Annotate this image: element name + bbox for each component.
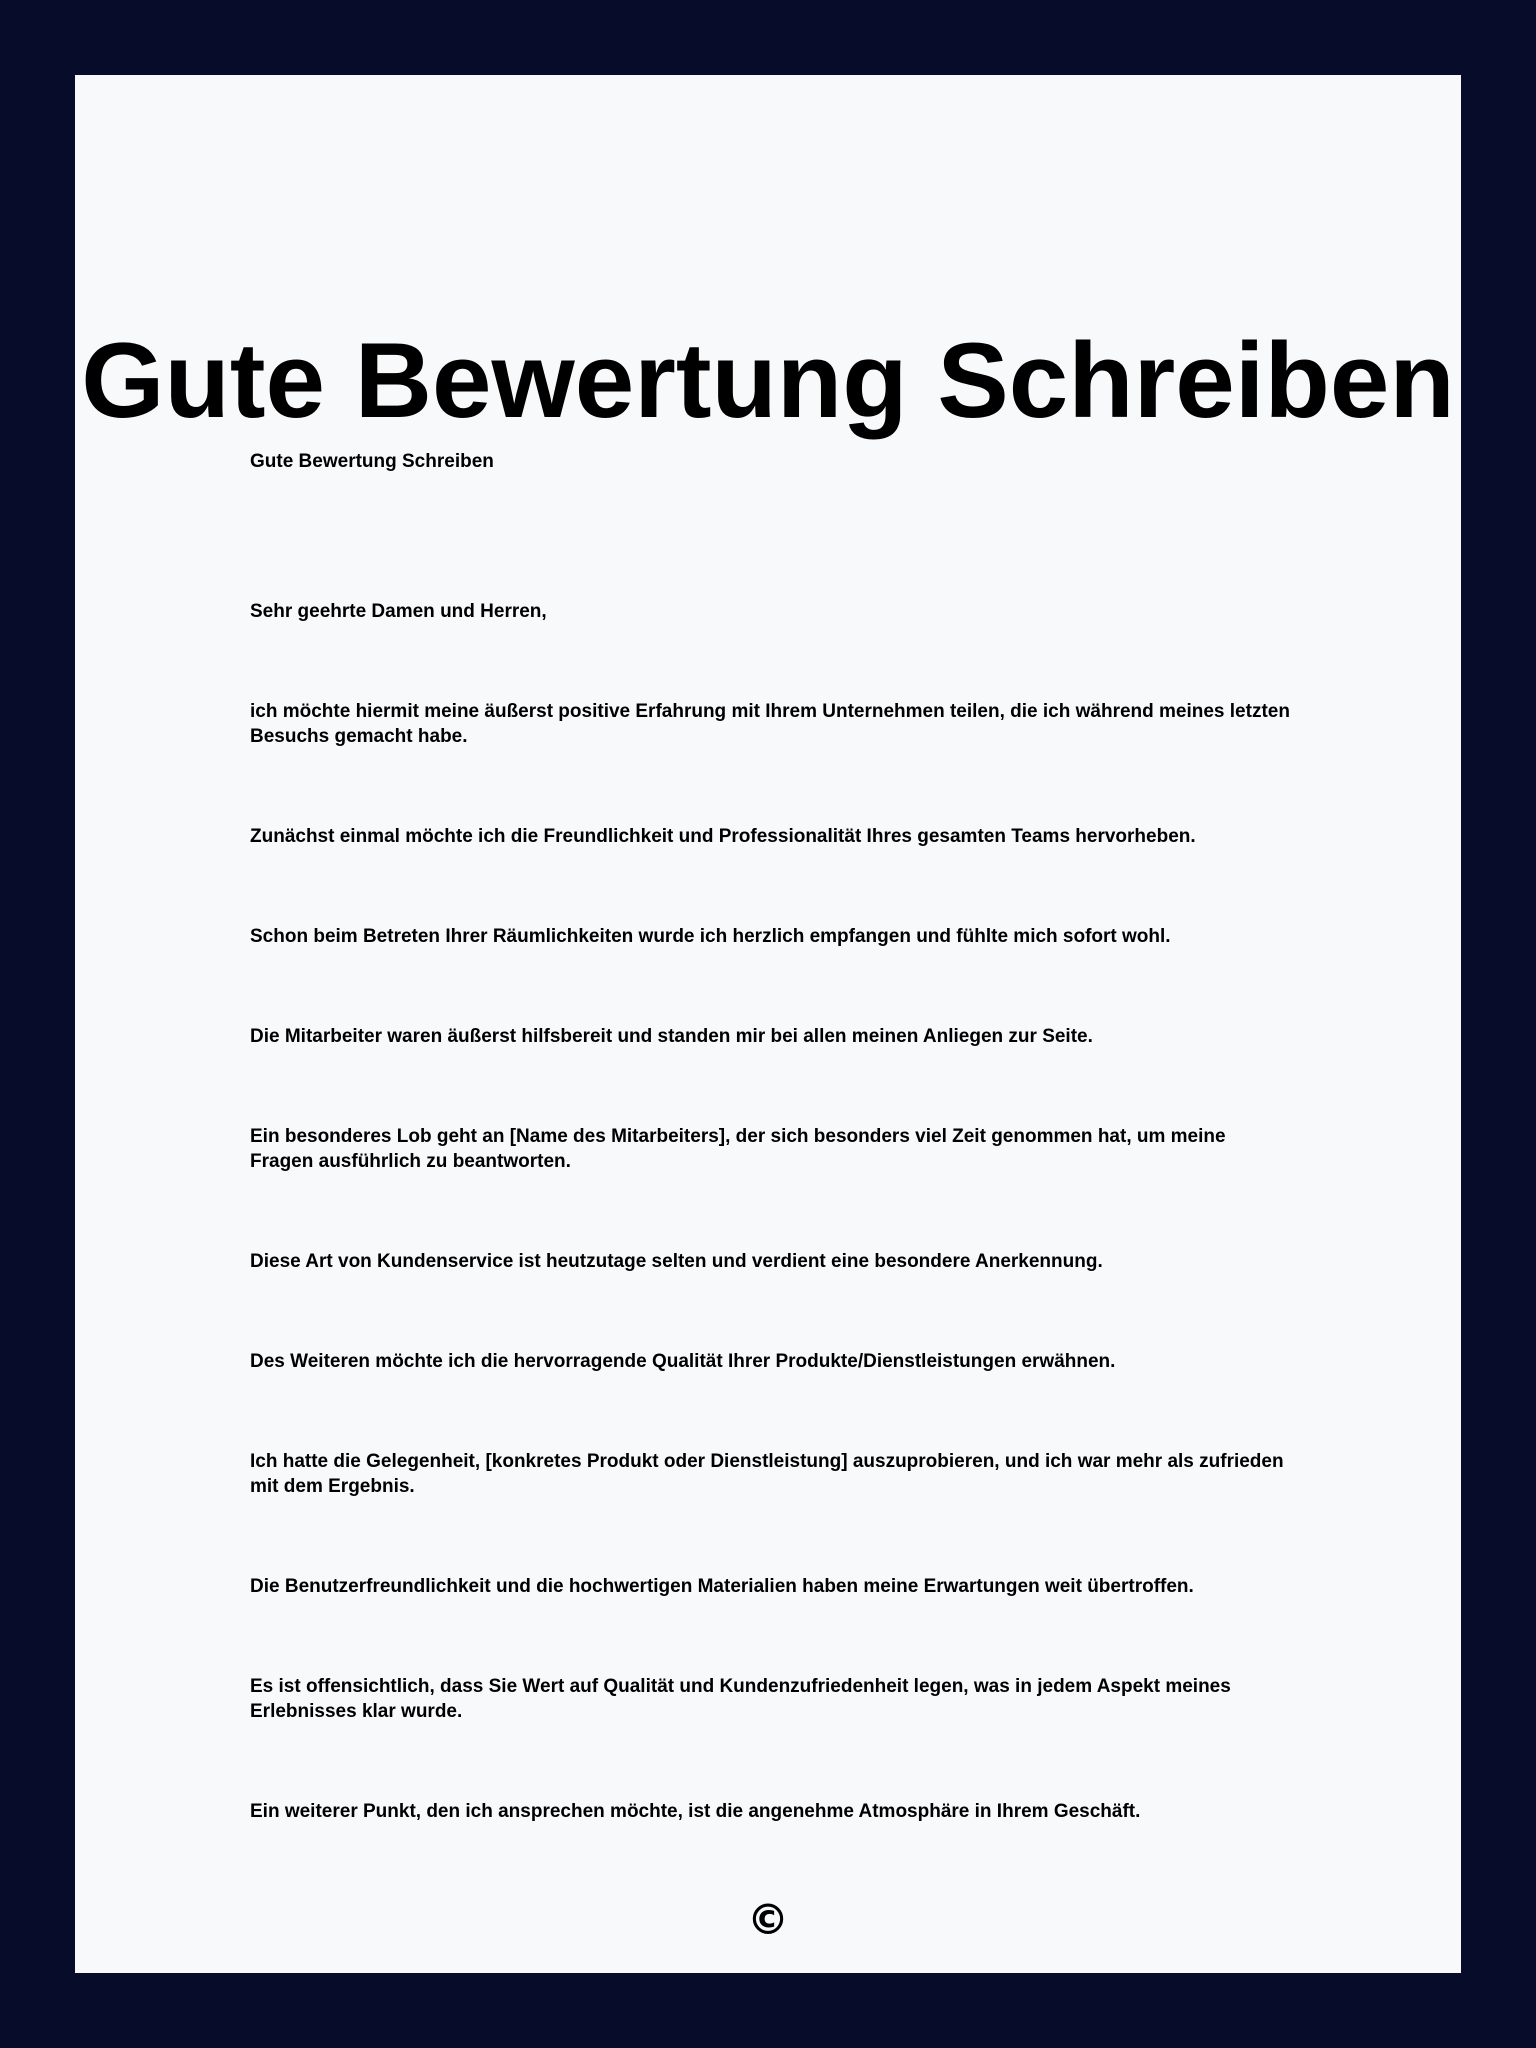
- paragraph-satisfaction: Es ist offensichtlich, dass Sie Wert auf Qualität und Kundenzufriedenheit legen, was in jedem Aspekt meines Erlebnisses klar wurde.: [250, 1676, 1231, 1722]
- paragraph-quality: Des Weiteren möchte ich die hervorragende Qualität Ihrer Produkte/Dienstleistungen erwähnen.: [250, 1351, 1116, 1372]
- paragraph-experience: ich möchte hiermit meine äußerst positive Erfahrung mit Ihrem Unternehmen teilen, die ich während meines letzten Besuchs gemacht habe.: [250, 701, 1290, 747]
- document-title: Gute Bewertung Schreiben: [81, 320, 1455, 440]
- copyright-icon: ©: [747, 1895, 789, 1944]
- document-subtitle: Gute Bewertung Schreiben: [250, 451, 494, 472]
- paragraph-team: Zunächst einmal möchte ich die Freundlichkeit und Professionalität Ihres gesamten Teams hervorheben.: [250, 826, 1196, 847]
- paragraph-usability: Die Benutzerfreundlichkeit und die hochwertigen Materialien haben meine Erwartungen weit übertroffen.: [250, 1576, 1194, 1597]
- paragraph-praise: Ein besonderes Lob geht an [Name des Mitarbeiters], der sich besonders viel Zeit genommen hat, um meine Fragen ausführlich zu beantworten.: [250, 1126, 1226, 1172]
- paragraph-atmosphere: Ein weiterer Punkt, den ich ansprechen möchte, ist die angenehme Atmosphäre in Ihrem Geschäft.: [250, 1801, 1141, 1822]
- paragraph-staff: Die Mitarbeiter waren äußerst hilfsbereit und standen mir bei allen meinen Anliegen zur Seite.: [250, 1026, 1093, 1047]
- paragraph-salutation: Sehr geehrte Damen und Herren,: [250, 601, 547, 622]
- paragraph-welcome: Schon beim Betreten Ihrer Räumlichkeiten wurde ich herzlich empfangen und fühlte mich sofort wohl.: [250, 926, 1171, 947]
- document-page: [75, 75, 1461, 1973]
- paragraph-service: Diese Art von Kundenservice ist heutzutage selten und verdient eine besondere Anerkennung.: [250, 1251, 1103, 1272]
- paragraph-product: Ich hatte die Gelegenheit, [konkretes Produkt oder Dienstleistung] auszuprobieren, und ich war mehr als zufrieden mit dem Ergebnis.: [250, 1451, 1284, 1497]
